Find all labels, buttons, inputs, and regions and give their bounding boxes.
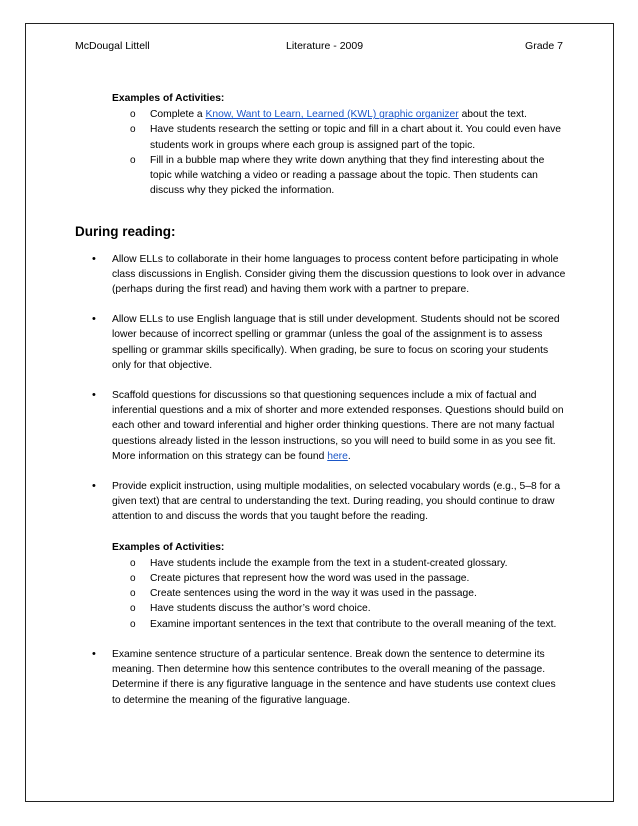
before-reading-activities [75, 91, 567, 198]
document-body [75, 91, 567, 723]
list-item: o Have students discuss the author’s word choice. [150, 601, 567, 616]
section-heading-during-reading: During reading: [75, 224, 176, 240]
list-item-text: . [347, 450, 351, 462]
list-item: o Create pictures that represent how the word was used in the passage. [150, 571, 567, 586]
list-item-text: about the text. [458, 109, 527, 121]
list-item: o Fill in a bubble map where they write down anything that they find interesting about the topic while watching a video or reading a passage about the topic. Then students can discuss why they picked the information. [150, 153, 567, 199]
vocab-activities-list [112, 556, 567, 632]
vocab-activities [112, 540, 567, 632]
page-header [75, 40, 563, 56]
list-item-text: Scaffold questions for discussions so that questioning sequences include a mix of factual and inferential questions and a mix of shorter and more extended responses. Questions should build on each other and toward inferential and higher order thinking questions. There are not many factual questions already listed in the lesson instructions, so you will need to build some in as you see fit. More information on this strategy can be found [112, 390, 564, 462]
list-item: • Examine sentence structure of a particular sentence. Break down the sentence to determine its meaning. Then determine how this sentence contributes to the overall meaning of the passage. Determine if there is any figurative language in the sentence and have students use context clues to determine the meaning of the figurative language. [112, 647, 567, 708]
header-title: Literature - 2009 [286, 40, 364, 52]
list-item-text: Complete a [150, 109, 206, 121]
list-item: o Have students include the example from the text in a student-created glossary. [150, 556, 567, 571]
header-grade: Grade 7 [525, 40, 563, 52]
strategy-info-link[interactable]: here [327, 450, 348, 462]
list-item: o Examine important sentences in the text that contribute to the overall meaning of the text. [150, 617, 567, 632]
during-reading-list [75, 252, 567, 708]
list-item [112, 388, 567, 464]
list-item [150, 107, 567, 122]
list-item [112, 479, 567, 632]
header-publisher: McDougal Littell [75, 40, 150, 52]
list-item: o Create sentences using the word in the way it was used in the passage. [150, 586, 567, 601]
list-item-text: • Provide explicit instruction, using multiple modalities, on selected vocabulary words (e.g., 5–8 for a given text) that are central to understanding the text. During reading, you should continue to draw attention to and discuss the words that you taught before the reading. [112, 481, 561, 523]
kwl-organizer-link[interactable]: Know, Want to Learn, Learned (KWL) graphic organizer [205, 109, 459, 121]
list-item: o Have students research the setting or topic and fill in a chart about it. You could even have students work in groups where each group is assigned part of the topic. [150, 122, 567, 152]
list-item: • Allow ELLs to collaborate in their home languages to process content before participating in whole class discussions in English. Consider giving them the discussion questions to look over in advance (perhaps during the first read) and having them work with a partner to prepare. [112, 252, 567, 298]
activities-list [75, 107, 567, 198]
list-item: • Allow ELLs to use English language that is still under development. Students should not be scored lower because of incorrect spelling or grammar (unless the goal of the assignment is to assess spelling or grammar skills specifically). When grading, be sure to focus on scoring your students only for that objective. [112, 312, 567, 373]
activities-title: Examples of Activities: [112, 93, 225, 104]
activities-title: Examples of Activities: [112, 541, 225, 553]
